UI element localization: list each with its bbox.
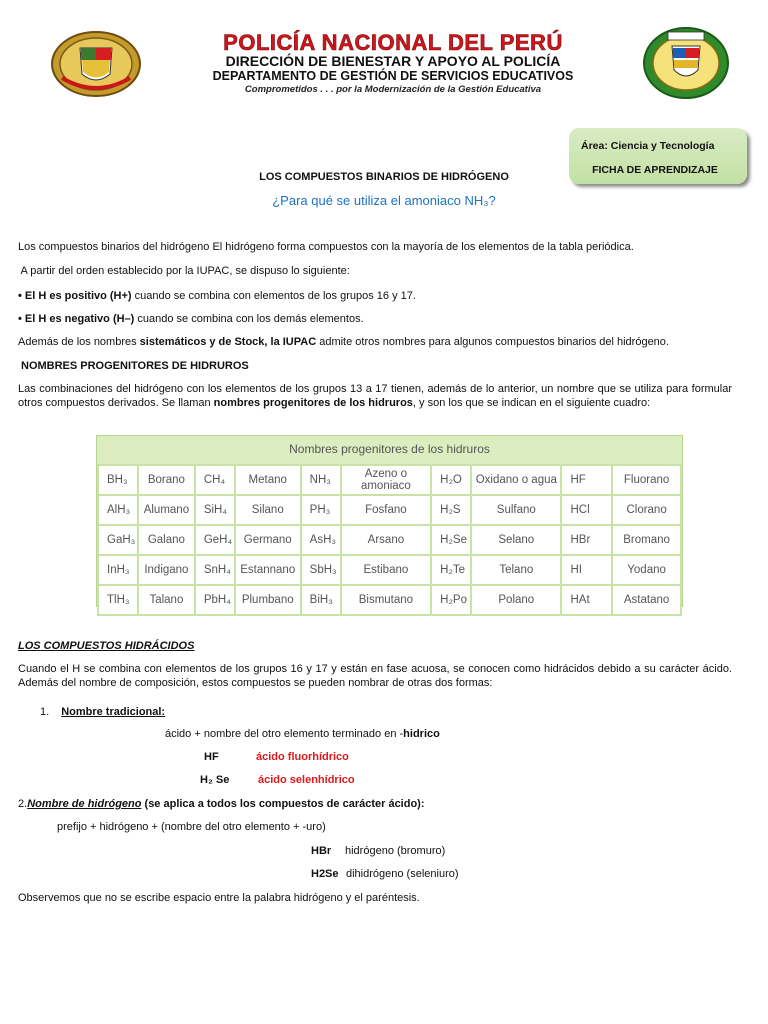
example-h2se-2-name: dihidrógeno (seleniuro) [346,868,459,880]
table-cell-name: Germano [235,525,301,555]
paragraph-stock-a: Además de los nombres [18,336,140,348]
paragraph-intro: Los compuestos binarios del hidrógeno El hidrógeno forma compuestos con la mayoría de los elementos de la tabla periódica. [18,241,634,253]
table-cell-name: Oxidano o agua [471,465,561,495]
table-cell-formula: H₂Po [431,585,471,615]
rule-traditional [165,727,768,741]
table-cell-name: Telano [471,555,561,585]
table-cell-formula: AsH₃ [301,525,341,555]
paragraph-progenitores-a: Las combinaciones del hidrógeno con los elementos de los grupos 13 a 17 tienen, además de lo anterior, un nombre que se utiliza para formular otros compuestos derivados. Se llaman [18,383,732,409]
table-caption: Nombres progenitores de los hidruros [289,442,490,456]
education-shield-icon [642,26,730,100]
bullet-negative: • El H es negativo (H–) cuando se combina con los demás elementos. [18,313,364,325]
list-item-1 [40,705,754,719]
table-cell-name: Selano [471,525,561,555]
example-hf-name: ácido fluorhídrico [256,751,349,763]
bullet-positive: • El H es positivo (H+) cuando se combina con elementos de los grupos 16 y 17. [18,290,416,302]
section-heading-hidracidos [18,639,732,653]
table-cell-name: Clorano [612,495,681,525]
example-h2se-2-formula: H2Se [311,868,339,880]
table-cell-formula: GeH₄ [195,525,235,555]
section-heading-hidruros [21,359,735,373]
table-cell-formula: GaH₃ [98,525,138,555]
table-cell-name: Azeno o amoniaco [341,465,432,495]
table-cell-formula: BH₃ [98,465,138,495]
slogan: Comprometidos . . . por la Modernización de la Gestión Educativa [244,84,542,95]
table-row [98,465,681,495]
example-h2se [200,773,768,787]
table-cell-formula: H₂Te [431,555,471,585]
institution-title: POLICÍA NACIONAL DEL PERÚ [223,30,563,55]
table-cell-formula: H₂S [431,495,471,525]
department-subtitle: DEPARTAMENTO DE GESTIÓN DE SERVICIOS EDUCATIVOS [212,69,574,83]
table-cell-formula: HBr [561,525,612,555]
paragraph-progenitores-bold: nombres progenitores de los hidruros [213,397,413,409]
table-cell-name: Estibano [341,555,432,585]
example-h2se-2 [311,867,768,881]
table-cell-formula: H₂O [431,465,471,495]
bullet-negative-bold: El H es negativo (H–) [24,313,135,325]
direction-subtitle: DIRECCIÓN DE BIENESTAR Y APOYO AL POLICÍA [225,53,561,69]
table-cell-formula: NH₃ [301,465,341,495]
table-cell-formula: InH₃ [98,555,138,585]
example-h2se-formula: H₂ Se [200,774,230,786]
paragraph-stock-bold: sistemáticos y de Stock, la IUPAC [139,336,317,348]
table-cell-formula: HAt [561,585,612,615]
bullet-positive-bold: El H es positivo (H+) [24,290,132,302]
example-hf [204,750,768,764]
paragraph-stock [18,335,732,349]
list-item-2-rest: (se aplica a todos los compuestos de carácter ácido): [141,798,425,810]
table-cell-formula: SnH₄ [195,555,235,585]
table-cell-name: Indigano [138,555,195,585]
paragraph-note: Observemos que no se escribe espacio entre la palabra hidrógeno y el paréntesis. [18,892,420,904]
rule-traditional-text: ácido + nombre del otro elemento terminado en - [165,728,404,740]
list-item-2-number: 2. [18,798,28,810]
example-hf-formula: HF [204,751,219,763]
table-cell-formula: PbH₄ [195,585,235,615]
rule-traditional-suffix: hidrico [403,728,440,740]
table-cell-formula: HF [561,465,612,495]
example-h2se-name: ácido selenhídrico [258,774,355,786]
document-title: LOS COMPUESTOS BINARIOS DE HIDRÓGENO [259,171,509,183]
area-label: Área: Ciencia y Tecnología [581,140,715,152]
table-cell-name: Sulfano [471,495,561,525]
letterhead [40,22,740,100]
paragraph-progenitores-c: , y son los que se indican en el siguiente cuadro: [412,397,651,409]
table-cell-formula: HCl [561,495,612,525]
table-cell-formula: CH₄ [195,465,235,495]
table-cell-name: Plumbano [235,585,301,615]
list-item-2 [18,797,732,811]
table-cell-name: Arsano [341,525,432,555]
table-row [98,585,681,615]
table-cell-name: Fosfano [341,495,432,525]
police-crest-left-icon [48,28,144,98]
section-heading-hidruros-text: NOMBRES PROGENITORES DE HIDRUROS [21,360,249,372]
table-cell-formula: SbH₃ [301,555,341,585]
paragraph-hidracidos: Cuando el H se combina con elementos de los grupos 16 y 17 y están en fase acuosa, se conocen como hidrácidos debido a su carácter ácido. Además del nombre de composición, estos compuestos se pueden nombrar de otras dos formas: [18,663,732,689]
table-cell-name: Estannano [235,555,301,585]
table-row [98,555,681,585]
table-cell-name: Fluorano [612,465,681,495]
table-cell-formula: TlH₃ [98,585,138,615]
example-hbr [311,844,768,858]
table-cell-name: Galano [138,525,195,555]
hydride-names-table [96,435,683,607]
list-item-1-number: 1. [40,706,50,718]
table-cell-name: Astatano [612,585,681,615]
table-cell-formula: PH₃ [301,495,341,525]
ficha-label: FICHA DE APRENDIZAJE [592,164,718,176]
table-cell-name: Bromano [612,525,681,555]
table-cell-name: Bismutano [341,585,432,615]
table-cell-name: Yodano [612,555,681,585]
paragraph-iupac: A partir del orden establecido por la IUPAC, se dispuso lo siguiente: [18,265,350,277]
table-grid [97,464,682,616]
example-hbr-name: hidrógeno (bromuro) [345,845,446,857]
section-heading-hidracidos-text: LOS COMPUESTOS HIDRÁCIDOS [18,640,195,652]
table-cell-name: Borano [138,465,195,495]
list-item-2-label: Nombre de hidrógeno [27,798,142,810]
table-cell-name: Alumano [138,495,195,525]
table-cell-formula: H₂Se [431,525,471,555]
table-cell-formula: AlH₃ [98,495,138,525]
paragraph-progenitores [18,382,732,410]
rule-hydrogen: prefijo + hidrógeno + (nombre del otro elemento + -uro) [57,821,326,833]
table-cell-name: Talano [138,585,195,615]
table-cell-name: Polano [471,585,561,615]
guiding-question: ¿Para qué se utiliza el amoniaco NH₃? [272,193,496,208]
table-row [98,525,681,555]
example-hbr-formula: HBr [311,845,332,857]
table-cell-formula: HI [561,555,612,585]
table-cell-formula: BiH₃ [301,585,341,615]
list-item-1-label: Nombre tradicional: [61,706,166,718]
table-cell-name: Metano [235,465,301,495]
table-row [98,495,681,525]
bullet-positive-text: cuando se combina con elementos de los grupos 16 y 17. [131,290,416,302]
paragraph-stock-c: admite otros nombres para algunos compuestos binarios del hidrógeno. [316,336,669,348]
bullet-negative-text: cuando se combina con los demás elementos. [134,313,364,325]
table-cell-formula: SiH₄ [195,495,235,525]
table-cell-name: Silano [235,495,301,525]
